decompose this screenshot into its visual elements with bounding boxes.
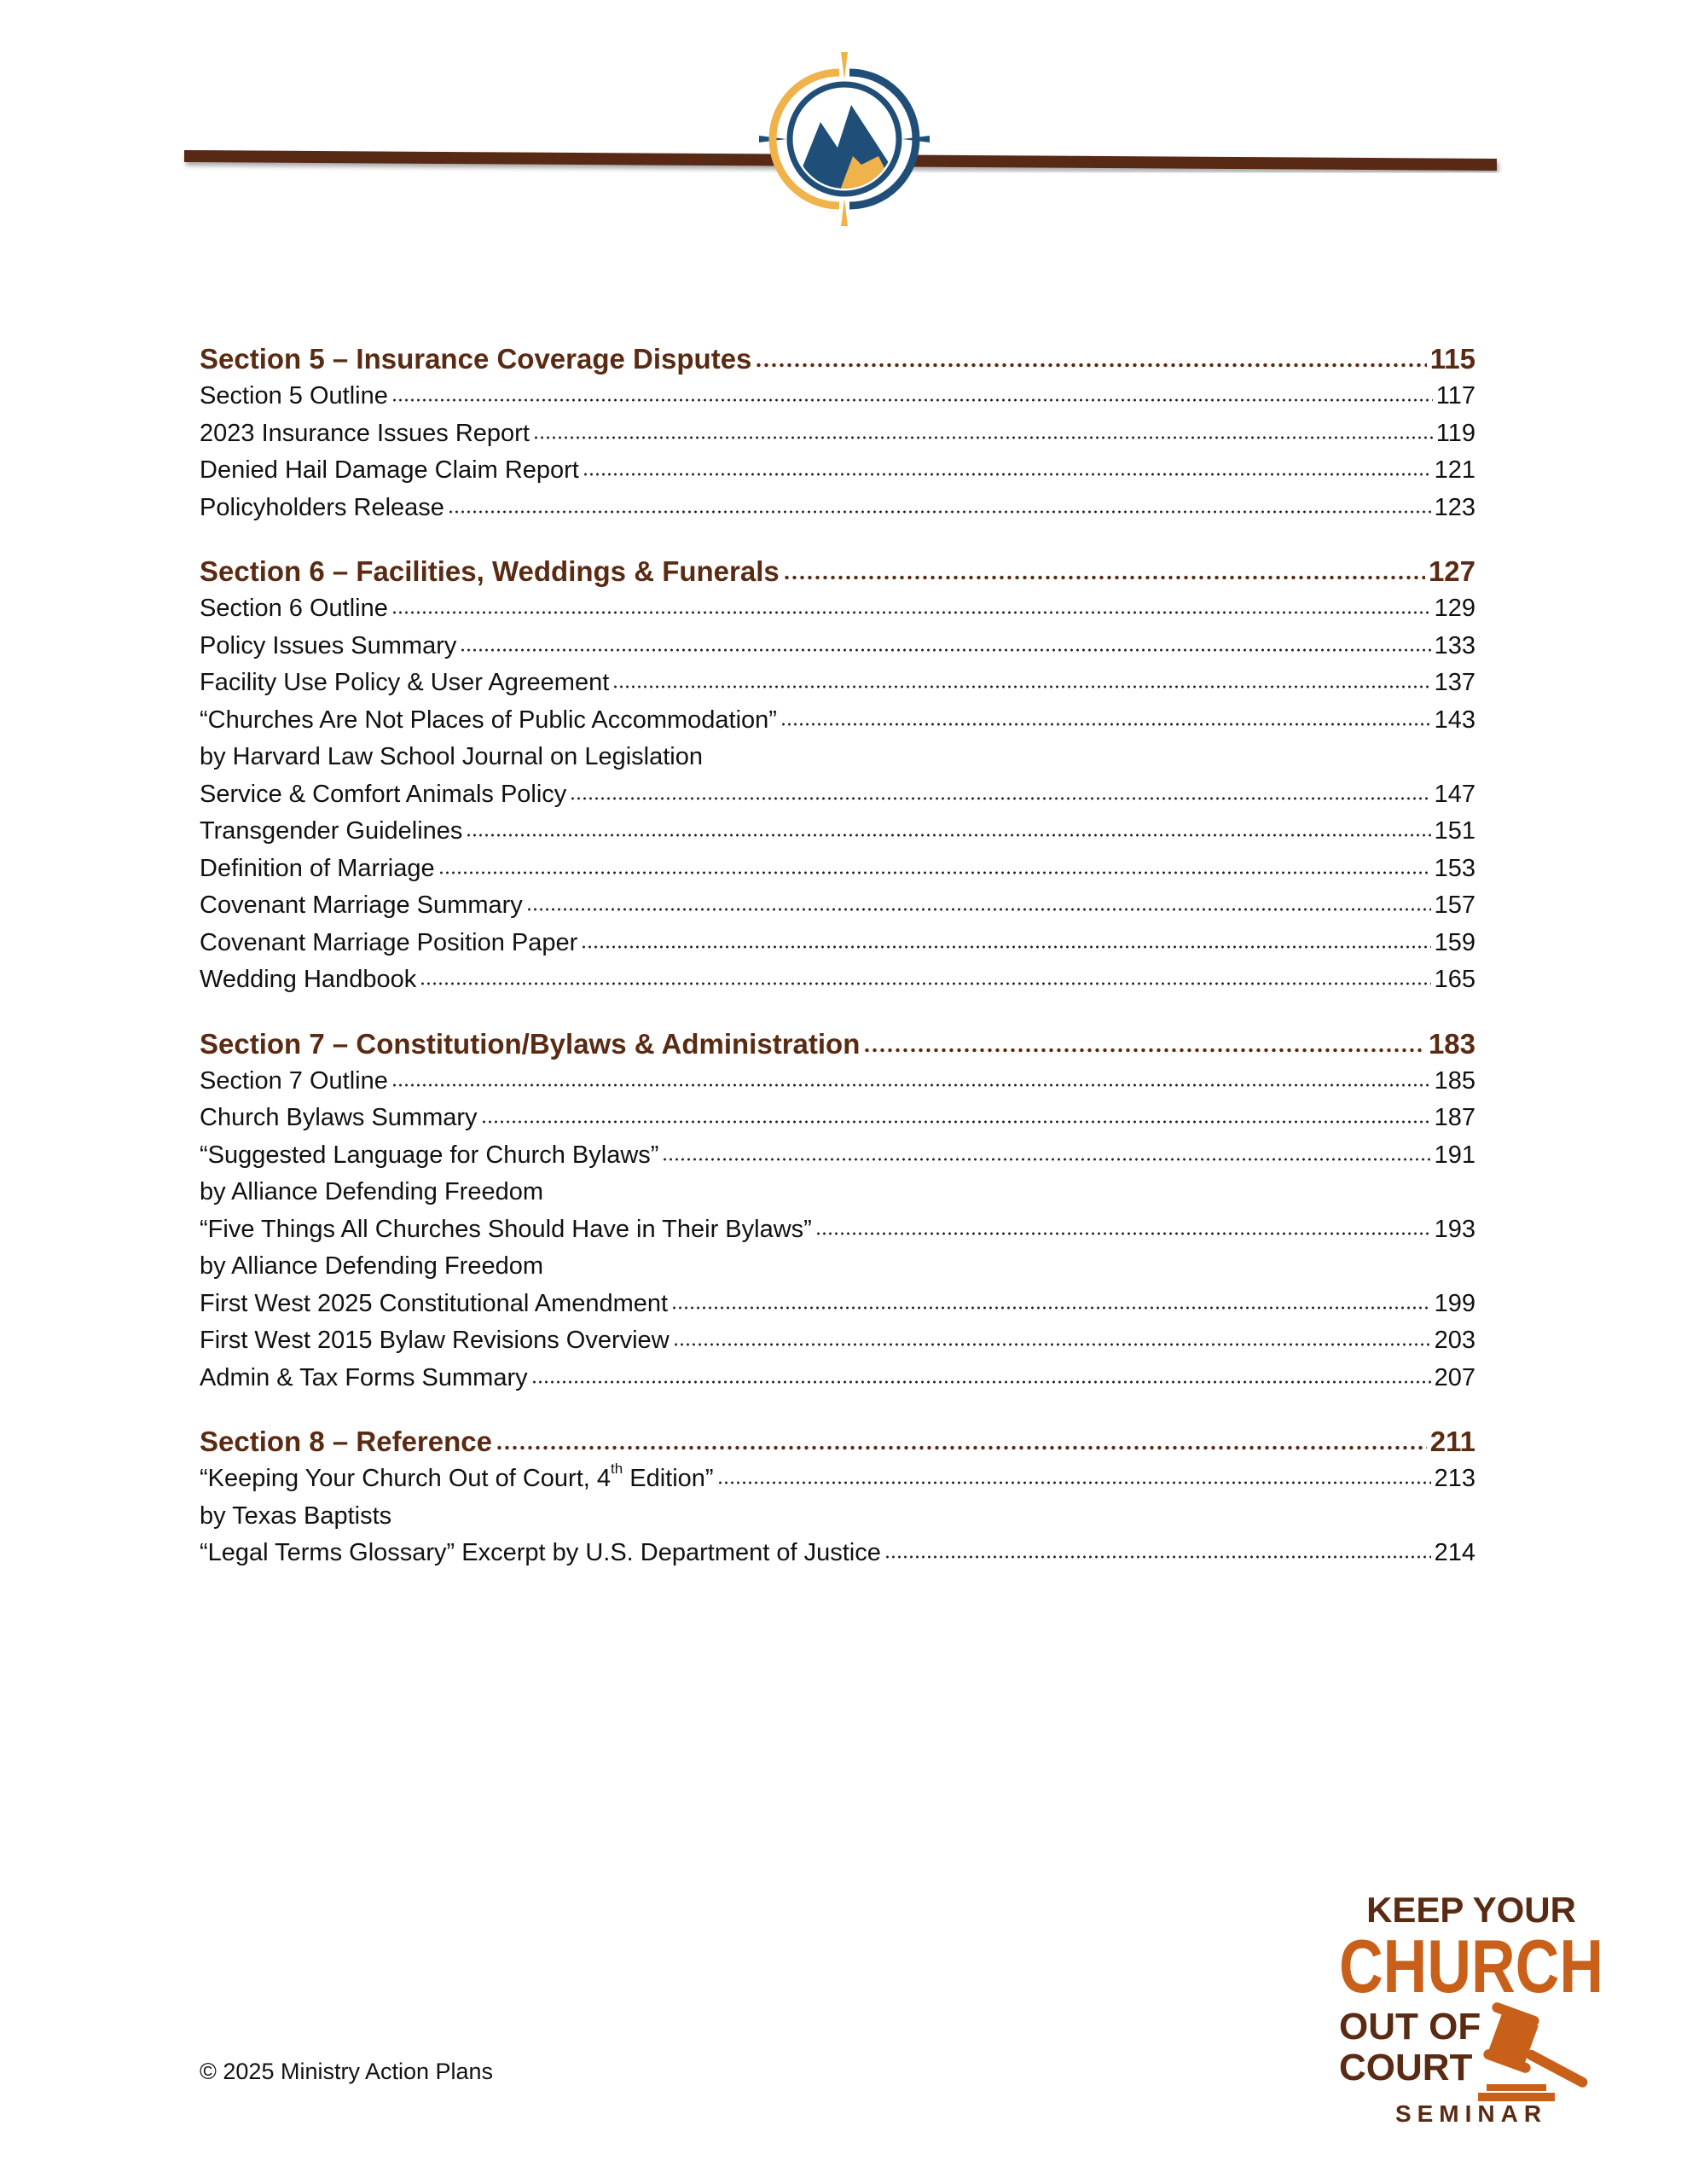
entry-page-number: 159 [1434, 928, 1475, 956]
dot-leader [755, 363, 1426, 368]
entry-title-text: Wedding Handbook [200, 966, 417, 993]
dot-leader [671, 1305, 1430, 1310]
toc-entry[interactable] [200, 851, 1475, 888]
toc-entry[interactable] [200, 702, 1475, 740]
entry-title-text: Church Bylaws Summary [200, 1104, 478, 1131]
toc-entry[interactable] [200, 925, 1475, 962]
section-page-number: 127 [1428, 555, 1475, 587]
toc-entry[interactable] [200, 452, 1475, 490]
dot-leader [460, 648, 1430, 653]
entry-page-number: 133 [1434, 631, 1475, 659]
section-title: Section 5 – Insurance Coverage Disputes [200, 343, 752, 375]
dot-leader [673, 1342, 1431, 1347]
logo-line-5: SEMINAR [1394, 2100, 1548, 2127]
dot-leader [662, 1157, 1430, 1162]
dot-leader [583, 472, 1431, 477]
entry-title-text: Policyholders Release [200, 493, 444, 521]
entry-page-number: 119 [1435, 419, 1475, 447]
toc-entry[interactable] [200, 1286, 1475, 1323]
header-rule-with-compass-logo [0, 0, 1687, 239]
entry-page-number: 199 [1434, 1289, 1475, 1317]
entry-page-number: 214 [1434, 1539, 1475, 1566]
logo-line-1: KEEP YOUR [1366, 1890, 1576, 1930]
toc-section [200, 1025, 1475, 1397]
entry-title [200, 415, 530, 453]
compass-mountain-logo [759, 52, 930, 226]
section-heading[interactable] [200, 340, 1475, 378]
toc-entry[interactable] [200, 1322, 1475, 1360]
dot-leader [581, 944, 1430, 950]
toc-entry[interactable] [200, 776, 1475, 814]
entry-title-text: “Five Things All Churches Should Have in Their Bylaws” [200, 1215, 812, 1243]
dot-leader [526, 907, 1431, 912]
dot-leader [717, 1480, 1431, 1485]
copyright-notice: © 2025 Ministry Action Plans [200, 2059, 494, 2084]
entry-title-text: First West 2015 Bylaw Revisions Overview [200, 1327, 670, 1354]
entry-title [200, 378, 388, 415]
dot-leader [612, 684, 1430, 689]
entry-title-text: Covenant Marriage Summary [200, 892, 523, 919]
entry-title-text: Definition of Marriage [200, 854, 435, 882]
toc-entry[interactable] [200, 1535, 1475, 1572]
toc-entry[interactable] [200, 1360, 1475, 1397]
section-title: Section 6 – Facilities, Weddings & Funerals [200, 555, 780, 587]
entry-title [200, 925, 577, 962]
toc-entry[interactable] [200, 378, 1475, 415]
entry-title [200, 1137, 658, 1175]
entry-page-number: 117 [1435, 382, 1475, 410]
entry-title [200, 628, 456, 665]
entry-page-number: 143 [1434, 706, 1475, 734]
entry-title-text-continued: Edition” [623, 1465, 714, 1492]
entry-title-text: “Legal Terms Glossary” Excerpt by U.S. Department of Justice [200, 1539, 881, 1566]
toc-entry[interactable] [200, 1211, 1475, 1249]
entry-page-number: 193 [1434, 1215, 1475, 1243]
entry-title-text: Denied Hail Damage Claim Report [200, 456, 579, 484]
dot-leader [570, 796, 1430, 801]
entry-title [200, 490, 444, 527]
entry-attribution [200, 1498, 1475, 1536]
entry-title [200, 1211, 812, 1249]
entry-attribution-text: by Harvard Law School Journal on Legislation [200, 743, 704, 770]
logo-line-2: CHURCH [1339, 1924, 1603, 2008]
entry-attribution [200, 739, 1475, 776]
toc-entry[interactable] [200, 415, 1475, 453]
toc-section [200, 1422, 1475, 1572]
entry-title-text: Policy Issues Summary [200, 631, 457, 659]
entry-title-text: Admin & Tax Forms Summary [200, 1363, 528, 1391]
entry-title [200, 702, 777, 740]
entry-title [200, 961, 416, 999]
dot-leader [448, 509, 1431, 514]
dot-leader [863, 1048, 1425, 1053]
entry-title [200, 887, 523, 925]
entry-title [200, 813, 462, 851]
entry-title [200, 1461, 714, 1498]
table-of-contents [200, 340, 1475, 1598]
entry-page-number: 123 [1434, 493, 1475, 521]
section-page-number: 183 [1428, 1027, 1475, 1060]
gavel-icon [1478, 2001, 1589, 2101]
entry-title-text: First West 2025 Constitutional Amendment [200, 1289, 669, 1317]
dot-leader [533, 435, 1433, 440]
entry-title-text: “Churches Are Not Places of Public Accommodation” [200, 706, 777, 734]
logo-line-3: OUT OF [1339, 2006, 1481, 2048]
entry-attribution [200, 1174, 1475, 1211]
dot-leader [391, 1083, 1431, 1088]
section-heading[interactable] [200, 552, 1475, 590]
dot-leader [884, 1554, 1431, 1560]
toc-entry[interactable] [200, 628, 1475, 665]
section-heading[interactable] [200, 1422, 1475, 1461]
entry-title-text: Service & Comfort Animals Policy [200, 780, 567, 808]
dot-leader [496, 1445, 1427, 1450]
dot-leader [780, 722, 1431, 727]
section-title: Section 8 – Reference [200, 1426, 492, 1457]
entry-page-number: 165 [1434, 966, 1475, 993]
toc-section [200, 552, 1475, 999]
entry-page-number: 187 [1434, 1104, 1475, 1131]
entry-title [200, 1360, 528, 1397]
dot-leader [391, 398, 1433, 403]
entry-attribution [200, 1248, 1475, 1286]
entry-title [200, 1286, 668, 1323]
toc-section [200, 340, 1475, 526]
logo-line-4: COURT [1339, 2047, 1473, 2088]
entry-title-text: Facility Use Policy & User Agreement [200, 669, 610, 696]
entry-title [200, 590, 388, 628]
dot-leader [815, 1231, 1431, 1236]
entry-title-text: Covenant Marriage Position Paper [200, 928, 578, 956]
section-page-number: 211 [1429, 1426, 1475, 1457]
toc-entry[interactable] [200, 1100, 1475, 1137]
section-page-number: 115 [1429, 343, 1475, 375]
toc-entry[interactable] [200, 1063, 1475, 1101]
dot-leader [531, 1380, 1431, 1385]
toc-entry[interactable] [200, 887, 1475, 925]
entry-page-number: 129 [1434, 595, 1475, 622]
entry-title-text: “Keeping Your Church Out of Court, 4 [200, 1465, 612, 1492]
entry-page-number: 191 [1434, 1141, 1475, 1169]
entry-title [200, 1100, 478, 1137]
entry-title [200, 851, 435, 888]
entry-page-number: 213 [1434, 1465, 1475, 1492]
entry-attribution-text: by Alliance Defending Freedom [200, 1178, 544, 1205]
entry-page-number: 137 [1434, 669, 1475, 696]
entry-page-number: 147 [1434, 780, 1475, 808]
entry-title-text: “Suggested Language for Church Bylaws” [200, 1141, 659, 1169]
entry-page-number: 157 [1434, 892, 1475, 919]
keep-your-church-out-of-court-seminar-logo [1330, 1881, 1612, 2129]
dot-leader [420, 981, 1430, 986]
entry-page-number: 121 [1434, 456, 1475, 484]
dot-leader [466, 833, 1430, 838]
entry-title-text: Section 7 Outline [200, 1066, 388, 1095]
entry-title-text: Section 6 Outline [200, 595, 388, 622]
entry-title-text: Section 5 Outline [200, 382, 388, 410]
entry-title [200, 1322, 670, 1360]
entry-title [200, 1535, 881, 1572]
toc-entry[interactable] [200, 490, 1475, 527]
section-heading[interactable] [200, 1025, 1475, 1063]
toc-entry[interactable] [200, 1137, 1475, 1175]
entry-page-number: 151 [1434, 817, 1475, 845]
dot-leader [438, 870, 1431, 875]
entry-page-number: 153 [1434, 854, 1475, 882]
toc-entry[interactable] [200, 813, 1475, 851]
entry-title-text: Transgender Guidelines [200, 817, 463, 845]
toc-entry[interactable] [200, 590, 1475, 628]
dot-leader [391, 610, 1431, 615]
entry-title-superscript: th [611, 1461, 623, 1478]
entry-title [200, 665, 609, 702]
entry-page-number: 207 [1434, 1363, 1475, 1391]
toc-entry[interactable] [200, 665, 1475, 702]
entry-page-number: 203 [1434, 1327, 1475, 1354]
dot-leader [783, 575, 1425, 580]
section-title: Section 7 – Constitution/Bylaws & Administration [200, 1027, 861, 1060]
entry-page-number: 185 [1434, 1066, 1475, 1095]
toc-entry[interactable] [200, 961, 1475, 999]
entry-attribution-text: by Alliance Defending Freedom [200, 1252, 544, 1280]
entry-title [200, 776, 566, 814]
entry-title-text: 2023 Insurance Issues Report [200, 419, 530, 447]
entry-title [200, 452, 579, 490]
dot-leader [481, 1119, 1431, 1124]
entry-attribution-text: by Texas Baptists [200, 1502, 392, 1530]
entry-title [200, 1063, 388, 1101]
toc-entry[interactable] [200, 1461, 1475, 1498]
